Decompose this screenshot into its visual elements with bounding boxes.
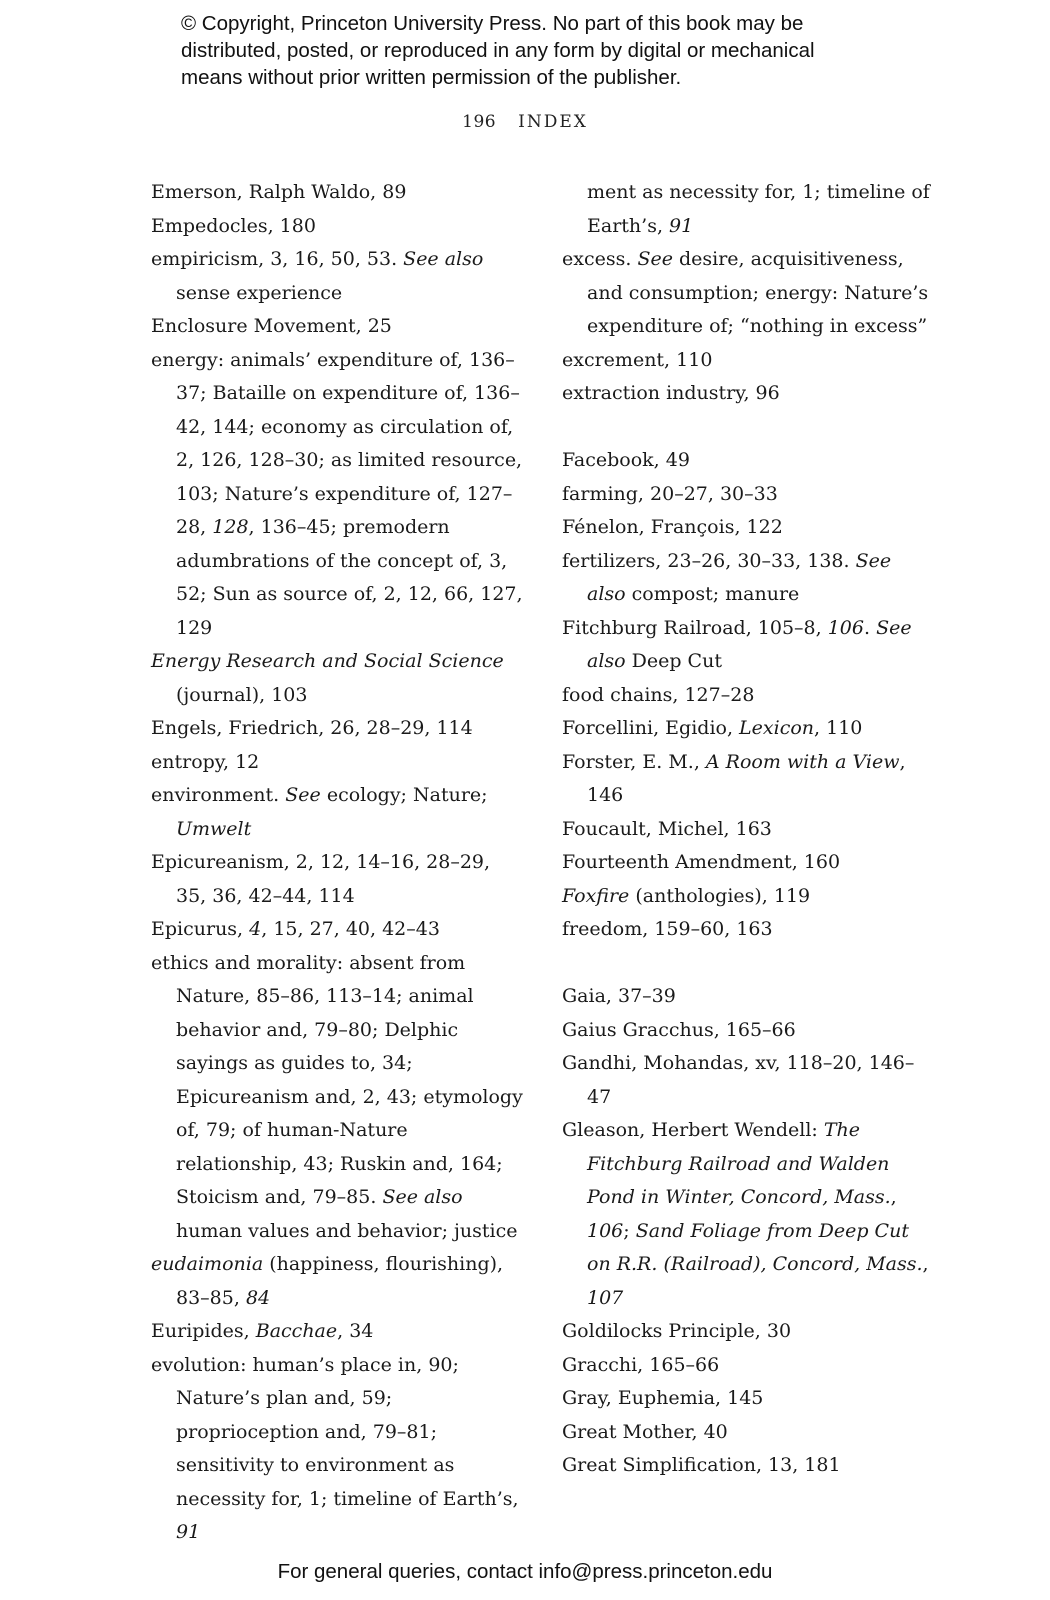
index-entry: Great Mother, 40 (562, 1420, 728, 1443)
index-entry: energy: animals’ expenditure of, 136–37; Bataille on expenditure of, 136–42, 144; economy as circulation of, 2, 126, 128–30; as limited resource, 103; Nature’s expenditure of, 127–28, 128, 136–45; premodern adumbrations of the concept of, 3, 52; Sun as source of, 2, 12, 66, 127, 129 (151, 348, 523, 639)
index-entry: food chains, 127–28 (562, 683, 755, 706)
index-entry: Foucault, Michel, 163 (562, 817, 772, 840)
index-entry: Fourteenth Amendment, 160 (562, 851, 841, 873)
index-entry: ment as necessity for, 1; timeline of Earth’s, 91 (587, 181, 930, 237)
index-entry: Fitchburg Railroad, 105–8, 106. See also Deep Cut (562, 616, 912, 672)
index-entry: excrement, 110 (562, 348, 713, 371)
index-entry: Great Simplification, 13, 181 (562, 1454, 841, 1476)
index-column-right (562, 176, 934, 1483)
index-entry: environment. See ecology; Nature; Umwelt (151, 784, 488, 840)
index-entry: Forcellini, Egidio, Lexicon, 110 (562, 717, 863, 739)
index-entry: Emerson, Ralph Waldo, 89 (151, 181, 407, 203)
section-title: INDEX (518, 112, 588, 132)
index-entry: Facebook, 49 (562, 449, 690, 471)
index-entry: Fénelon, François, 122 (562, 516, 783, 538)
page-number: 196 (462, 112, 497, 132)
letter-group-spacer (562, 947, 934, 981)
index-entry: Gaia, 37–39 (562, 985, 676, 1007)
index-entry: Foxfire (anthologies), 119 (562, 884, 811, 907)
index-column-left (151, 176, 523, 1550)
index-entry: empiricism, 3, 16, 50, 53. See also sense experience (151, 248, 484, 304)
index-entry: excess. See desire, acquisitiveness, and consumption; energy: Nature’s expenditure of; “nothing in excess” (562, 248, 929, 337)
index-entry: Gray, Euphemia, 145 (562, 1387, 764, 1409)
index-entry: Enclosure Movement, 25 (151, 315, 392, 337)
footer-contact: For general queries, contact info@press.princeton.edu (277, 1560, 773, 1583)
index-entry: Epicurus, 4, 15, 27, 40, 42–43 (151, 918, 440, 940)
index-entry: Goldilocks Principle, 30 (562, 1320, 792, 1342)
letter-group-spacer (562, 411, 934, 445)
index-entry: eudaimonia (happiness, flourishing), 83–85, 84 (151, 1253, 504, 1309)
index-entry: entropy, 12 (151, 750, 260, 773)
index-entry: Energy Research and Social Science (journal), 103 (151, 650, 504, 706)
index-entry: evolution: human’s place in, 90; Nature’s plan and, 59; proprioception and, 79–81; sensitivity to environment as necessity for, 1; timeline of Earth’s, 91 (151, 1353, 519, 1543)
copyright-notice: © Copyright, Princeton University Press. No part of this book may be distributed, posted, or reproduced in any form by digital or mechanical means without prior written permission of the publisher. (181, 12, 815, 89)
index-entry: Engels, Friedrich, 26, 28–29, 114 (151, 717, 473, 739)
index-entry: Gandhi, Mohandas, xv, 118–20, 146–47 (562, 1052, 915, 1108)
index-entry: ethics and morality: absent from Nature, 85–86, 113–14; animal behavior and, 79–80; Delphic sayings as guides to, 34; Epicureanism and, 2, 43; etymology of, 79; of human-Nature relationship, 43; Ruskin and, 164; Stoicism and, 79–85. See also human values and behavior; justice (151, 951, 523, 1242)
index-entry: Gracchi, 165–66 (562, 1353, 720, 1376)
index-entry: fertilizers, 23–26, 30–33, 138. See also compost; manure (562, 549, 892, 605)
index-entry: freedom, 159–60, 163 (562, 918, 773, 940)
index-entry: farming, 20–27, 30–33 (562, 482, 778, 505)
index-entry: Forster, E. M., A Room with a View, 146 (562, 750, 906, 806)
running-head (0, 112, 1050, 132)
index-entry: Empedocles, 180 (151, 214, 316, 237)
index-entry: Epicureanism, 2, 12, 14–16, 28–29, 35, 36, 42–44, 114 (151, 851, 491, 907)
index-entry: Euripides, Bacchae, 34 (151, 1320, 374, 1342)
index-entry: Gaius Gracchus, 165–66 (562, 1018, 796, 1041)
index-entry: Gleason, Herbert Wendell: The Fitchburg Railroad and Walden Pond in Winter, Concord, Mass., 106; Sand Foliage from Deep Cut on R.R. (Railroad), Concord, Mass., 107 (562, 1119, 929, 1309)
index-entry: extraction industry, 96 (562, 382, 780, 404)
